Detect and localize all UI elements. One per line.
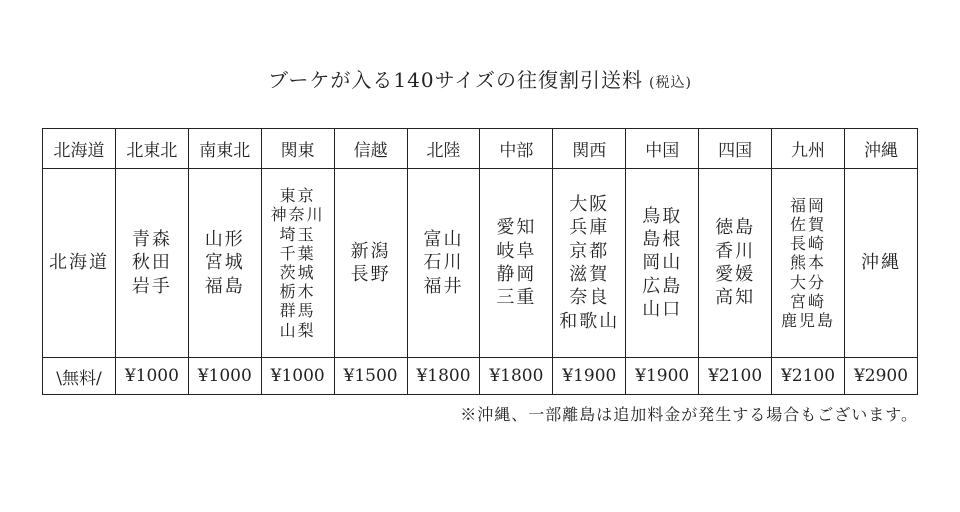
price-cell: ¥2900 (844, 358, 917, 395)
prefecture-cell (115, 169, 188, 358)
region-header: 北東北 (115, 129, 188, 169)
prefecture-name: 兵庫 (569, 217, 610, 239)
region-header: 中国 (626, 129, 699, 169)
prefecture-name: 長野 (350, 264, 391, 285)
prefecture-name: 東京 (279, 186, 316, 206)
prefecture-name: 徳島 (715, 217, 756, 239)
price-cell: ¥2100 (699, 358, 772, 395)
prefecture-name: 埼玉 (279, 224, 316, 244)
prefecture-name: 富山 (423, 228, 464, 250)
prefecture-name: 青森 (131, 228, 172, 250)
prefecture-name: 北海道 (48, 252, 109, 274)
region-header: 関東 (261, 129, 334, 169)
price-cell: ¥1000 (115, 358, 188, 395)
prefecture-name: 千葉 (279, 243, 316, 263)
shipping-rate-table (42, 128, 918, 395)
prefecture-name: 愛知 (496, 217, 537, 239)
prefecture-name: 神奈川 (270, 205, 325, 225)
prefecture-name: 群馬 (279, 301, 316, 321)
prefecture-name: 山形 (204, 228, 245, 250)
region-header: 北陸 (407, 129, 480, 169)
region-header: 九州 (772, 129, 845, 169)
prefecture-name: 鳥取 (642, 205, 683, 227)
prefecture-name: 岩手 (131, 275, 172, 297)
prefecture-name: 長崎 (790, 234, 827, 254)
region-header: 南東北 (188, 129, 261, 169)
prefecture-name: 島根 (642, 228, 683, 250)
prefecture-name: 福島 (204, 275, 245, 297)
prefecture-name: 大分 (790, 272, 827, 292)
prefecture-name: 岐阜 (496, 240, 537, 262)
prefecture-cell (188, 169, 261, 358)
prefecture-name: 佐賀 (790, 215, 827, 235)
prefecture-name: 愛媛 (715, 264, 756, 285)
region-header: 関西 (553, 129, 626, 169)
prefecture-name: 静岡 (496, 264, 537, 285)
region-header: 中部 (480, 129, 553, 169)
region-header-row (43, 129, 918, 169)
region-header: 四国 (699, 129, 772, 169)
prefecture-cell (407, 169, 480, 358)
prefecture-name: 奈良 (569, 287, 610, 309)
prefecture-cell (699, 169, 772, 358)
prefecture-name: 山梨 (279, 320, 316, 340)
prefecture-name: 福井 (423, 275, 464, 297)
price-cell: ¥1800 (480, 358, 553, 395)
price-cell: ¥1800 (407, 358, 480, 395)
prefecture-name: 宮崎 (790, 291, 827, 311)
tax-note: (税込) (649, 75, 692, 91)
price-cell: ¥1000 (261, 358, 334, 395)
title-main: ブーケが入る140サイズの往復割引送料 (268, 68, 644, 92)
region-header: 北海道 (43, 129, 116, 169)
prefecture-row (43, 169, 918, 358)
prefecture-name: 宮城 (204, 252, 245, 274)
prefecture-name: 高知 (715, 287, 756, 309)
prefecture-cell (772, 169, 845, 358)
prefecture-cell (43, 169, 116, 358)
price-cell: \無料/ (43, 358, 116, 395)
prefecture-name: 大阪 (569, 193, 610, 215)
price-row (43, 358, 918, 395)
prefecture-name: 滋賀 (569, 264, 610, 285)
prefecture-name: 栃木 (279, 282, 316, 302)
price-cell: ¥1900 (626, 358, 699, 395)
price-cell: ¥1000 (188, 358, 261, 395)
prefecture-cell (334, 169, 407, 358)
prefecture-name: 熊本 (790, 253, 827, 273)
prefecture-cell (553, 169, 626, 358)
footnote: ※沖縄、一部離島は追加料金が発生する場合もございます。 (460, 405, 918, 424)
prefecture-cell (480, 169, 553, 358)
prefecture-name: 福岡 (790, 195, 827, 215)
prefecture-name: 秋田 (131, 252, 172, 274)
prefecture-name: 山口 (642, 299, 683, 321)
prefecture-name: 岡山 (642, 252, 683, 274)
prefecture-name: 茨城 (279, 263, 316, 282)
prefecture-name: 広島 (642, 275, 683, 297)
prefecture-cell (844, 169, 917, 358)
prefecture-name: 和歌山 (559, 310, 620, 332)
price-cell: ¥1900 (553, 358, 626, 395)
prefecture-cell (626, 169, 699, 358)
prefecture-cell (261, 169, 334, 358)
page-title (0, 64, 960, 93)
price-cell: ¥1500 (334, 358, 407, 395)
prefecture-name: 沖縄 (860, 252, 901, 274)
prefecture-name: 鹿児島 (781, 310, 836, 330)
prefecture-name: 三重 (496, 287, 537, 309)
prefecture-name: 石川 (423, 252, 464, 274)
region-header: 信越 (334, 129, 407, 169)
region-header: 沖縄 (844, 129, 917, 169)
prefecture-name: 京都 (569, 240, 610, 262)
prefecture-name: 香川 (715, 240, 756, 262)
price-cell: ¥2100 (772, 358, 845, 395)
prefecture-name: 新潟 (350, 240, 391, 262)
